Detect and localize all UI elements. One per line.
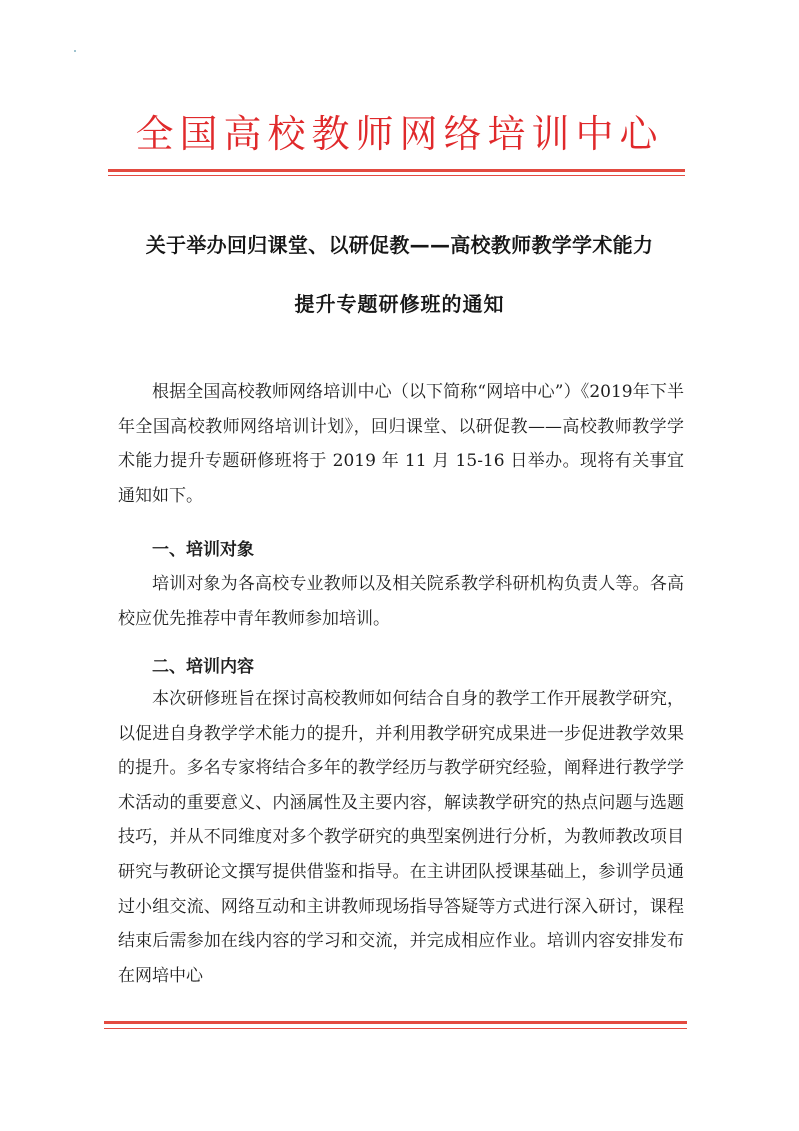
intro-paragraph: 根据全国高校教师网络培训中心（以下简称“网培中心”）《2019年下半年全国高校教师网络培训计划》，回归课堂、以研促教——高校教师教学学术能力提升专题研修班将于 2019 年 11 月 15-16 日举办。现将有关事宜通知如下。 xyxy=(118,382,684,506)
intro-block xyxy=(118,375,684,513)
organization-letterhead: 全国高校教师网络培训中心 xyxy=(135,112,664,156)
section-paragraph-target-audience: 培训对象为各高校专业教师以及相关院系教学科研机构负责人等。各高校应优先推荐中青年教师参加培训。 xyxy=(118,574,684,629)
section-2-heading-block xyxy=(118,650,684,684)
section-heading-training-content: 二、培训内容 xyxy=(152,657,254,677)
scan-speck xyxy=(74,50,76,52)
document-title-line-1: 关于举办回归课堂、以研促教——高校教师教学学术能力 xyxy=(145,233,654,257)
section-heading-target-audience: 一、培训对象 xyxy=(152,540,254,560)
section-2-body-block xyxy=(118,682,684,993)
letterhead-rule-thin xyxy=(108,175,685,176)
document-title-line-2: 提升专题研修班的通知 xyxy=(294,292,505,316)
section-1-body-block xyxy=(118,567,684,636)
footer-rule-thick xyxy=(104,1021,687,1024)
footer-rule-thin xyxy=(104,1028,687,1029)
letterhead-rule-thick xyxy=(108,169,685,172)
section-1-heading-block xyxy=(118,533,684,567)
section-paragraph-training-content: 本次研修班旨在探讨高校教师如何结合自身的教学工作开展教学研究，以促进自身教学学术能力的提升，并利用教学研究成果进一步促进教学效果的提升。多名专家将结合多年的教学经历与教学研究经验，阐释进行教学学术活动的重要意义、内涵属性及主要内容，解读教学研究的热点问题与选题技巧，并从不同维度对多个教学研究的典型案例进行分析，为教师教改项目研究与教研论文撰写提供借鉴和指导。在主讲团队授课基础上，参训学员通过小组交流、网络互动和主讲教师现场指导答疑等方式进行深入研讨，课程结束后需参加在线内容的学习和交流，并完成相应作业。培训内容安排发布在网培中心 xyxy=(118,689,684,986)
